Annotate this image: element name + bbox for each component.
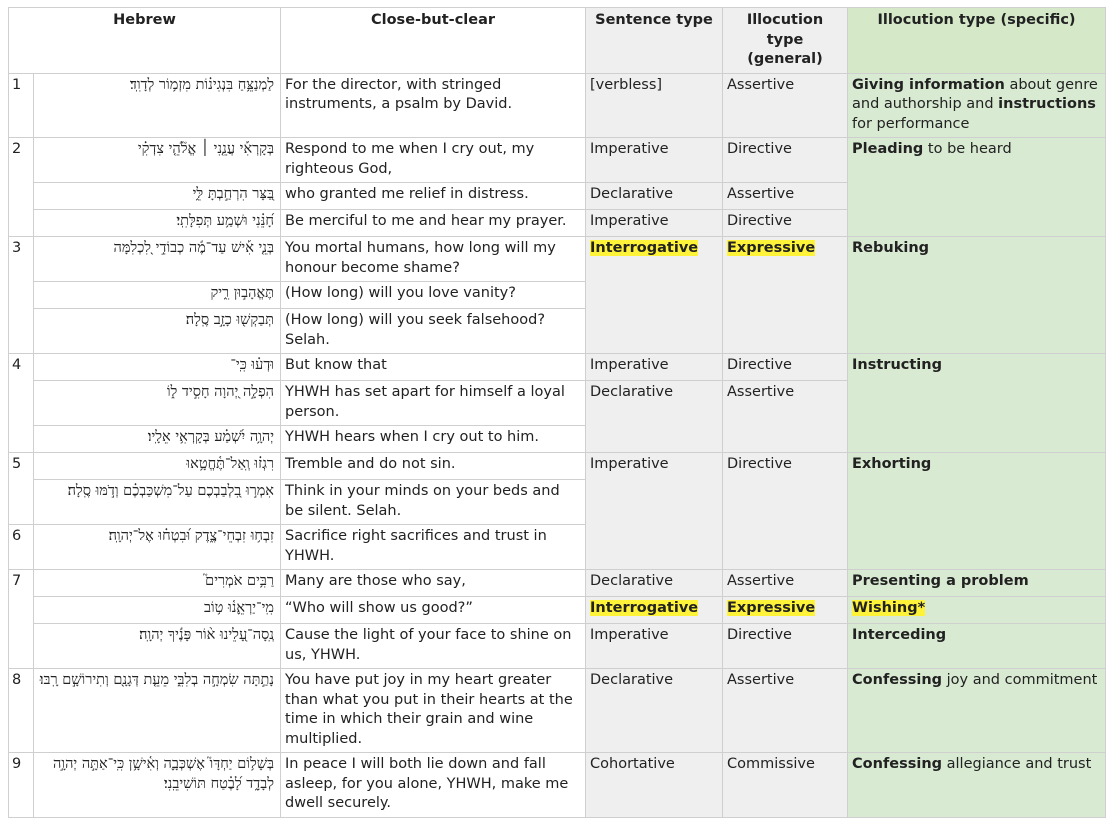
english-text: Respond to me when I cry out, my righteous God, <box>281 138 586 183</box>
hebrew-text: רִגְז֗וּ וְֽאַל־תֶּ֫חֱטָ֥אוּ <box>34 453 281 480</box>
illocution-general <box>723 237 848 354</box>
hebrew-text: בְּנֵ֤י אִ֡ישׁ עַד־מֶ֬ה כְבוֹדִ֣י לִ֭כְלִמָּה <box>34 237 281 282</box>
illocution-specific <box>848 597 1106 624</box>
specific-text: about genre and authorship and <box>852 76 1098 112</box>
specific-text: joy and commitment <box>942 672 1098 688</box>
english-text: YHWH has set apart for himself a loyal person. <box>281 381 586 426</box>
sentence-type: Cohortative <box>586 753 723 818</box>
illocution-specific <box>848 237 1106 354</box>
hebrew-text: בְּשָׁל֥וֹם יַחְדָּו֮ אֶשְׁכְּבָ֪ה וְאִ֫ישָׁ֥ן כִּֽי־אַתָּ֣ה יְהוָ֣ה לְבָדָ֑ד לָ֝בֶ֗טַח תּוֹשִׁיבֵֽנִי׃ <box>34 753 281 818</box>
english-text: Sacrifice right sacrifices and trust in YHWH. <box>281 525 586 570</box>
hebrew-text: יְהוָ֥ה יִ֝שְׁמַ֗ע בְּקָרְאִ֥י אֵלָֽיו׃ <box>34 426 281 453</box>
english-text: (How long) will you seek falsehood? Selah. <box>281 309 586 354</box>
table-row <box>9 624 1106 669</box>
specific-bold: Pleading <box>852 141 924 157</box>
hebrew-text: תֶּאֱהָב֣וּן רִ֑יק <box>34 282 281 309</box>
hebrew-text: וּדְע֗וּ כִּֽי־ <box>34 354 281 381</box>
hebrew-text: זִבְח֥וּ זִבְחֵי־צֶ֑דֶק וּ֝בִטְח֗וּ אֶל־יְהוָֽה׃ <box>34 525 281 570</box>
illocution-general: Commissive <box>723 753 848 818</box>
english-text: You mortal humans, how long will my honour become shame? <box>281 237 586 282</box>
illocution-specific <box>848 669 1106 753</box>
english-text: YHWH hears when I cry out to him. <box>281 426 586 453</box>
table-row <box>9 669 1106 753</box>
sentence-type: Imperative <box>586 138 723 183</box>
sentence-type: Declarative <box>586 570 723 597</box>
specific-bold: Rebuking <box>852 240 930 256</box>
specific-bold: Presenting a problem <box>852 573 1029 589</box>
english-text: For the director, with stringed instruments, a psalm by David. <box>281 73 586 138</box>
verse-number: 7 <box>9 570 34 669</box>
table-row <box>9 237 1106 282</box>
hebrew-text: רַבִּ֥ים אֹמְרִים֮ <box>34 570 281 597</box>
hebrew-text: הִפְלָ֣ה יְ֭הוָה חָסִ֣יד ל֑וֹ <box>34 381 281 426</box>
table-row <box>9 753 1106 818</box>
header-close-but-clear: Close-but-clear <box>281 8 586 74</box>
illocution-specific <box>848 753 1106 818</box>
header-row <box>9 8 1106 74</box>
verse-number: 2 <box>9 138 34 237</box>
hebrew-text: אִמְר֣וּ בִ֭לְבַבְכֶם עַל־מִשְׁכַּבְכֶ֗ם וְדֹ֣מּוּ סֶֽלָה׃ <box>34 480 281 525</box>
table-row <box>9 73 1106 138</box>
illocution-specific <box>848 138 1106 237</box>
hebrew-text: נְֽסָה־עָ֭לֵינוּ א֨וֹר פָּנֶ֬יךָ יְהוָֽה׃ <box>34 624 281 669</box>
illocution-general: Assertive <box>723 73 848 138</box>
illocution-general: Assertive <box>723 183 848 210</box>
english-text: But know that <box>281 354 586 381</box>
verse-number: 5 <box>9 453 34 525</box>
highlighted-sentence-type: Interrogative <box>590 600 699 616</box>
header-illocution-specific: Illocution type (specific) <box>848 8 1106 74</box>
english-text: Be merciful to me and hear my prayer. <box>281 210 586 237</box>
sentence-type <box>586 237 723 354</box>
english-text: Think in your minds on your beds and be silent. Selah. <box>281 480 586 525</box>
hebrew-text: חָ֝נֵּ֗נִי וּשְׁמַ֥ע תְּפִלָּתִֽי׃ <box>34 210 281 237</box>
highlighted-sentence-type: Interrogative <box>590 240 699 256</box>
sentence-type: Imperative <box>586 624 723 669</box>
highlighted-illocution-general: Expressive <box>727 600 816 616</box>
hebrew-text: לַמְנַצֵּ֥חַ בִּנְגִינ֗וֹת מִזְמ֥וֹר לְדָוִֽד׃ <box>34 73 281 138</box>
illocution-specific <box>848 354 1106 453</box>
table-row <box>9 597 1106 624</box>
verse-number: 8 <box>9 669 34 753</box>
hebrew-text: נָתַ֣תָּה שִׂמְחָ֣ה בְלִבִּ֑י מֵעֵ֤ת דְּגָנָ֖ם וְתִירוֹשָׁ֣ם רָֽבּוּ׃ <box>34 669 281 753</box>
highlighted-specific: Wishing* <box>852 600 926 616</box>
table-row <box>9 138 1106 183</box>
specific-bold: instructions <box>998 96 1096 112</box>
header-hebrew: Hebrew <box>9 8 281 74</box>
illocution-general <box>723 597 848 624</box>
hebrew-text: תְּבַקְשׁ֖וּ כָזָ֣ב סֶֽלָה׃ <box>34 309 281 354</box>
english-text: Cause the light of your face to shine on us, YHWH. <box>281 624 586 669</box>
sentence-type: Imperative <box>586 354 723 381</box>
english-text: who granted me relief in distress. <box>281 183 586 210</box>
hebrew-text: בַּ֭צָּר הִרְחַ֣בְתָּ לִּ֑י <box>34 183 281 210</box>
sentence-type: [verbless] <box>586 73 723 138</box>
english-text: Tremble and do not sin. <box>281 453 586 480</box>
illocution-general: Directive <box>723 354 848 381</box>
specific-text: to be heard <box>923 141 1012 157</box>
table-row <box>9 570 1106 597</box>
sentence-type: Declarative <box>586 183 723 210</box>
sentence-type: Declarative <box>586 381 723 453</box>
illocution-general: Assertive <box>723 669 848 753</box>
sentence-type <box>586 597 723 624</box>
verse-number: 3 <box>9 237 34 354</box>
illocution-general: Directive <box>723 453 848 570</box>
verse-number: 4 <box>9 354 34 453</box>
english-text: You have put joy in my heart greater than what you put in their hearts at the time in which their grain and wine multiplied. <box>281 669 586 753</box>
illocution-specific <box>848 570 1106 597</box>
header-illocution-general: Illocution type (general) <box>723 8 848 74</box>
highlighted-illocution-general: Expressive <box>727 240 816 256</box>
table-row <box>9 453 1106 480</box>
specific-bold: Interceding <box>852 627 947 643</box>
illocution-general: Assertive <box>723 381 848 453</box>
verse-number: 6 <box>9 525 34 570</box>
hebrew-text: בְּקָרְאִ֡י עֲנֵ֤נִי ׀ אֱלֹ֘הֵ֤י צִדְקִ֗י <box>34 138 281 183</box>
specific-text: for performance <box>852 115 970 132</box>
psalm-analysis-table <box>8 7 1106 818</box>
specific-bold: Exhorting <box>852 456 932 472</box>
sentence-type: Imperative <box>586 453 723 570</box>
illocution-general: Directive <box>723 138 848 183</box>
english-text: In peace I will both lie down and fall asleep, for you alone, YHWH, make me dwell securely. <box>281 753 586 818</box>
sentence-type: Declarative <box>586 669 723 753</box>
illocution-general: Directive <box>723 624 848 669</box>
illocution-general: Directive <box>723 210 848 237</box>
english-text: Many are those who say, <box>281 570 586 597</box>
verse-number: 9 <box>9 753 34 818</box>
english-text: “Who will show us good?” <box>281 597 586 624</box>
specific-bold: Confessing <box>852 672 943 688</box>
illocution-general: Assertive <box>723 570 848 597</box>
sentence-type: Imperative <box>586 210 723 237</box>
english-text: (How long) will you love vanity? <box>281 282 586 309</box>
hebrew-text: מִֽי־יַרְאֵ֪נ֫וּ ט֥וֹב <box>34 597 281 624</box>
specific-bold: Confessing <box>852 756 943 772</box>
illocution-specific <box>848 453 1106 570</box>
specific-bold: Instructing <box>852 357 942 373</box>
verse-number: 1 <box>9 73 34 138</box>
illocution-specific <box>848 624 1106 669</box>
illocution-specific <box>848 73 1106 138</box>
table-row <box>9 354 1106 381</box>
specific-bold: Giving information <box>852 76 1005 93</box>
header-sentence-type: Sentence type <box>586 8 723 74</box>
specific-text: allegiance and trust <box>942 756 1092 772</box>
